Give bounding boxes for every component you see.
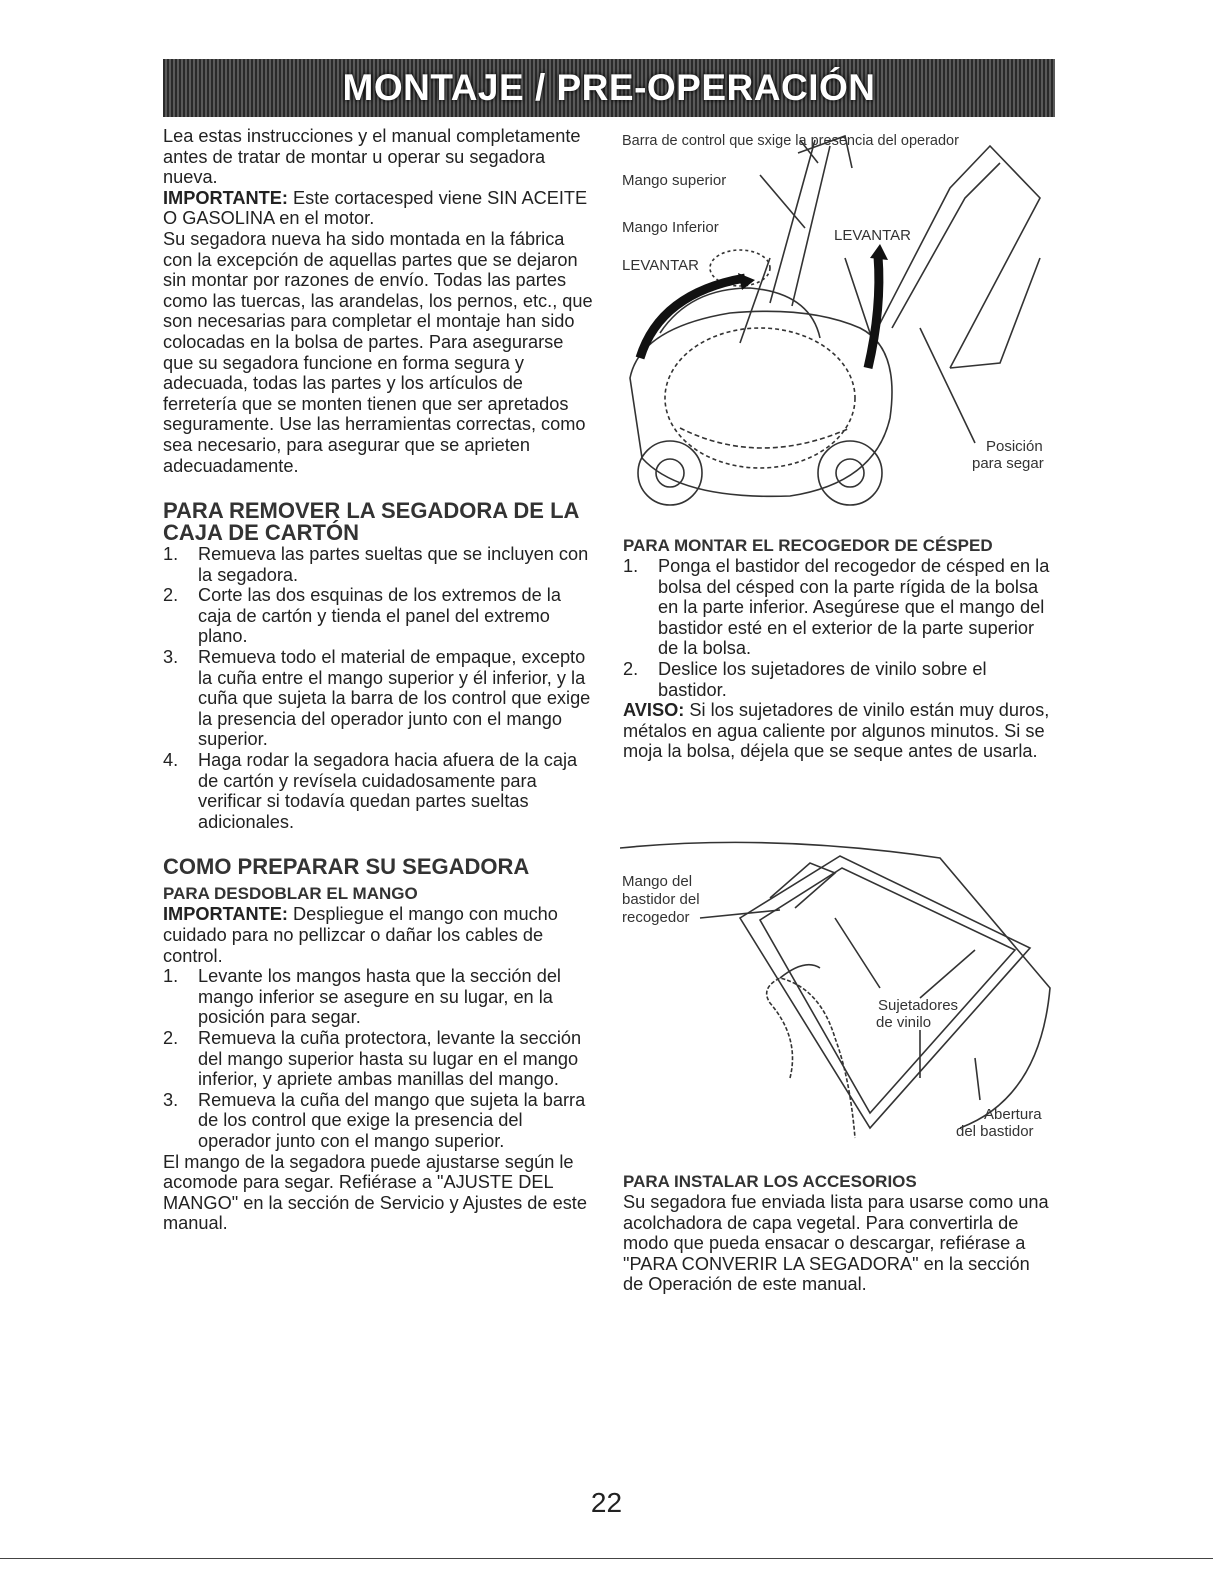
catcher-steps [623, 556, 1053, 700]
accessories-text: Su segadora fue enviada lista para usarse como una acolchadora de capa vegetal. Para convertirla de modo que pueda ensacar o descargar, refiérase a "PARA CONVERIR LA SEGADORA" en la sección de Operación de este manual. [623, 1192, 1049, 1295]
prepare-steps [163, 966, 593, 1151]
accessories-heading: PARA INSTALAR LOS ACCESORIOS [623, 1172, 917, 1191]
footer-divider [0, 1558, 1213, 1559]
intro-body: Su segadora nueva ha sido montada en la fábrica con la excepción de aquellas partes que se dejaron sin montar por razones de envío. Todas las partes como las tuercas, las arandelas, los pernos, etc., que son necesarias para completar el montaje han sido colocadas en la bolsa de partes. Para asegurarse que su segadora funcione en forma segura y adecuada, todas las partes y los artículos de ferretería que se monten tienen que ser apretados seguramente. Use las herramientas correctas, como sea necesario, para asegurar que se aprieten adecuadamente. [163, 228, 593, 476]
label-frame-handle-3: recogedor [622, 909, 690, 926]
label-frame-opening-2: del bastidor [956, 1123, 1034, 1140]
remove-heading: PARA REMOVER LA SEGADORA DE LA CAJA DE CARTÓN [163, 498, 579, 546]
mower-handle-figure [620, 128, 1060, 510]
label-frame-handle-2: bastidor del [622, 891, 700, 908]
list-item: 4. Haga rodar la segadora hacia afuera de la caja de cartón y revísela cuidadosamente para verificar si todavía quedan partes sueltas adicionales. [163, 750, 578, 832]
label-lift-right: LEVANTAR [834, 227, 911, 244]
list-item: 3. Remueva todo el material de empaque, excepto la cuña entre el mango superior y él inferior, y la cuña que sujeta la barra de los control que exige la presencia del operador junto con el mango superior. [163, 647, 591, 750]
list-item: 1. Remueva las partes sueltas que se incluyen con la segadora. [163, 544, 589, 585]
list-item: 2. Corte las dos esquinas de los extremos de la caja de cartón y tienda el panel del extremo plano. [163, 585, 561, 647]
prepare-subheading: PARA DESDOBLAR EL MANGO [163, 884, 418, 904]
label-vinyl-clips-1: Sujetadores [878, 997, 959, 1014]
important-text: Este cortacesped viene SIN ACEITE O GASOLINA en el motor. [163, 187, 588, 229]
notice-label: AVISO: [623, 700, 685, 721]
label-lower-handle: Mango Inferior [622, 219, 719, 236]
list-item: 3. Remueva la cuña del mango que sujeta la barra de los control que exige la presencia del operador junto con el mango superior. [163, 1089, 586, 1151]
catcher-heading: PARA MONTAR EL RECOGEDOR DE CÉSPED [623, 536, 993, 555]
prepare-important: IMPORTANTE: Despliegue el mango con mucho cuidado para no pellizcar o dañar los cables de control. [163, 904, 558, 966]
important-label: IMPORTANTE: [163, 904, 288, 925]
list-item: 1. Levante los mangos hasta que la sección del mango inferior se asegure en su lugar, en la posición para segar. [163, 966, 561, 1028]
label-control-bar: Barra de control que sxige la presencia del operador [622, 133, 959, 149]
catcher-notice: AVISO: Si los sujetadores de vinilo están muy duros, métalos en agua caliente por algunos minutos. Si se moja la bolsa, déjela que se seque antes de usarla. [623, 700, 1050, 762]
lift-arrow-right [868, 256, 879, 368]
mower-drawing [630, 136, 1040, 505]
grass-catcher-figure [620, 838, 1060, 1144]
prepare-closing: El mango de la segadora puede ajustarse según le acomode para segar. Refiérase a "AJUSTE DEL MANGO" en la sección de Servicio y Ajustes de este manual. [163, 1151, 587, 1234]
prepare-heading: COMO PREPARAR SU SEGADORA [163, 854, 530, 880]
label-frame-handle-1: Mango del [622, 873, 693, 890]
remove-steps [163, 544, 593, 832]
label-position-1: Posición [986, 438, 1043, 455]
important-label: IMPORTANTE: [163, 187, 288, 208]
section-banner [163, 59, 1055, 117]
accessories-section [623, 1172, 1053, 1295]
section-title: MONTAJE / PRE-OPERACIÓN [342, 67, 876, 108]
right-column [623, 536, 1053, 762]
list-item: 2. Remueva la cuña protectora, levante la sección del mango superior hasta su lugar en el mango inferior, y apriete ambas manillas del mango. [163, 1027, 582, 1090]
list-item: 2. Deslice los sujetadores de vinilo sobre el bastidor. [623, 658, 987, 700]
page-number: 22 [590, 1487, 623, 1518]
list-item: 1. Ponga el bastidor del recogedor de césped en la bolsa del césped con la parte rígida de la bolsa en la parte inferior. Asegúrese que el mango del bastidor esté en el exterior de la parte superior de la bolsa. [623, 556, 1050, 659]
left-column [163, 126, 593, 1234]
intro-paragraph: Lea estas instrucciones y el manual completamente antes de tratar de montar u operar su segadora nueva. [163, 126, 581, 188]
label-upper-handle: Mango superior [622, 172, 727, 189]
label-lift-left: LEVANTAR [622, 257, 699, 274]
label-vinyl-clips-2: de vinilo [876, 1014, 932, 1031]
label-frame-opening-1: Abertura [984, 1106, 1042, 1123]
important-note [163, 188, 593, 229]
label-position-2: para segar [972, 455, 1044, 472]
